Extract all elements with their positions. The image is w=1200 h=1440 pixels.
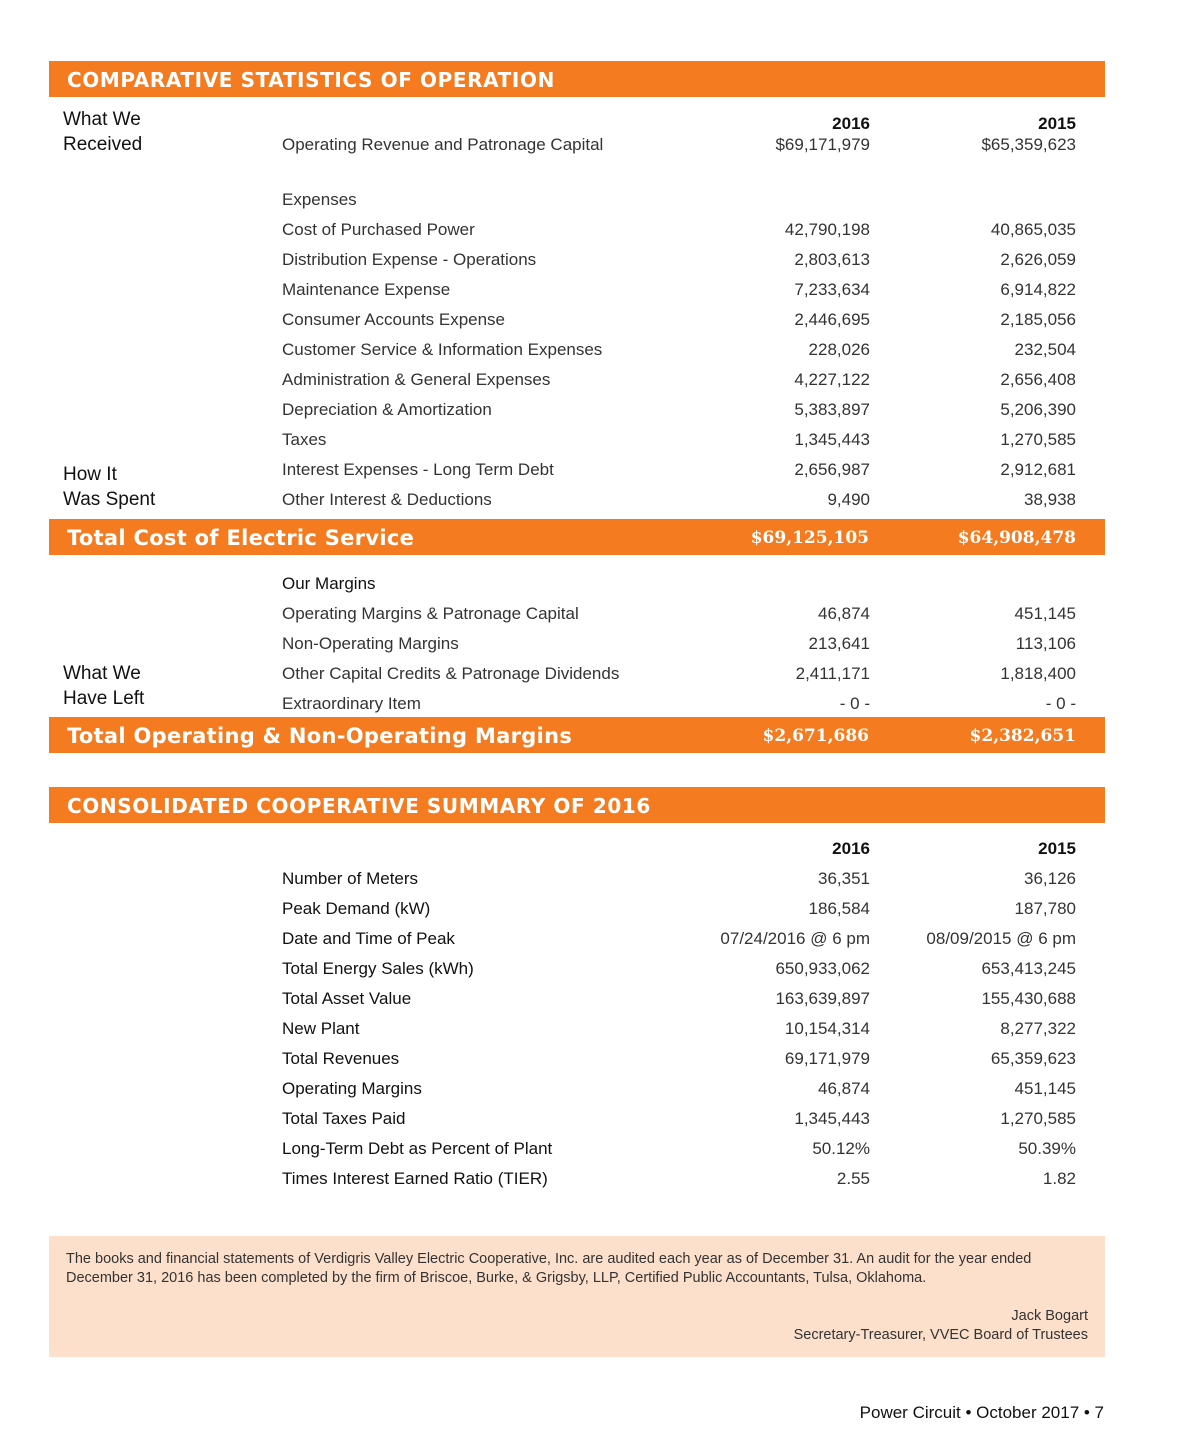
margin-row	[0, 632, 1200, 656]
signer-name: Jack Bogart	[1011, 1308, 1088, 1324]
signer-title: Secretary-Treasurer, VVEC Board of Trustees	[793, 1327, 1088, 1343]
side-label-line: Received	[63, 134, 143, 155]
value-2016: 2,446,695	[794, 310, 870, 329]
expense-row	[0, 338, 1200, 362]
summary-section-header	[49, 787, 1105, 823]
value-2016: 2,411,171	[795, 664, 870, 683]
total-margins-label: Total Operating & Non-Operating Margins	[67, 724, 573, 748]
year-2016-heading: 2016	[832, 839, 870, 858]
total-cost-label: Total Cost of Electric Service	[67, 526, 415, 550]
value-2015: 40,865,035	[990, 220, 1076, 239]
value-2015: 1,270,585	[1000, 430, 1076, 449]
side-label-line: Have Left	[63, 688, 145, 709]
expense-row	[0, 308, 1200, 332]
summary-row	[0, 1017, 1200, 1041]
row-label: Total Asset Value	[282, 989, 412, 1008]
value-2016: 10,154,314	[784, 1019, 870, 1038]
summary-row	[0, 1107, 1200, 1131]
expense-row	[0, 458, 1200, 482]
value-2015: 1,270,585	[1000, 1109, 1076, 1128]
expenses-heading: Expenses	[282, 190, 357, 209]
row-label: Total Taxes Paid	[282, 1109, 406, 1128]
value-2016: 2,656,987	[794, 460, 870, 479]
row-label: Maintenance Expense	[282, 280, 451, 299]
value-2015: 187,780	[1014, 899, 1076, 918]
value-2015: 8,277,322	[1000, 1019, 1076, 1038]
row-label: Interest Expenses - Long Term Debt	[282, 460, 554, 479]
summary-row	[0, 867, 1200, 891]
row-label: Taxes	[282, 430, 327, 449]
value-2015: 36,126	[1024, 869, 1076, 888]
value-2016: 46,874	[818, 1079, 870, 1098]
total-cost-2015: $64,908,478	[957, 528, 1076, 548]
year-2015-heading: 2015	[1038, 114, 1076, 133]
value-2015: 2,626,059	[1000, 250, 1076, 269]
row-label: Cost of Purchased Power	[282, 220, 475, 239]
summary-row	[0, 957, 1200, 981]
row-label: Operating Margins & Patronage Capital	[282, 604, 579, 623]
value-2015: 38,938	[1024, 490, 1076, 509]
value-2016: 2.55	[836, 1169, 870, 1188]
summary-row	[0, 1047, 1200, 1071]
value-2015: 65,359,623	[990, 1049, 1076, 1068]
row-label: Times Interest Earned Ratio (TIER)	[282, 1169, 548, 1188]
value-2015: 2,912,681	[1000, 460, 1076, 479]
expense-row	[0, 278, 1200, 302]
value-2015: 155,430,688	[981, 989, 1076, 1008]
value-2016: 186,584	[808, 899, 870, 918]
audit-note-text: The books and financial statements of Verdigris Valley Electric Cooperative, Inc. are audited each year as of December 31. An audit for the year ended December 31, 2016 has been completed by the firm of Briscoe, Burke, & Grigsby, LLP, Certified Public Accountants, Tulsa, Oklahoma.	[66, 1251, 1032, 1286]
side-label-line: How It	[63, 464, 117, 485]
row-label: Other Capital Credits & Patronage Dividends	[282, 664, 620, 683]
summary-row	[0, 1077, 1200, 1101]
summary-row	[0, 987, 1200, 1011]
row-label: Extraordinary Item	[282, 694, 421, 713]
summary-row	[0, 1167, 1200, 1191]
summary-row	[0, 1137, 1200, 1161]
row-label: Customer Service & Information Expenses	[282, 340, 603, 359]
row-label: Depreciation & Amortization	[282, 400, 492, 419]
row-label: Operating Revenue and Patronage Capital	[282, 135, 604, 154]
total-margins-band	[49, 717, 1105, 753]
value-2016: 07/24/2016 @ 6 pm	[720, 929, 870, 948]
year-2015-heading: 2015	[1038, 839, 1076, 858]
value-2016: 42,790,198	[784, 220, 870, 239]
value-2015: 451,145	[1014, 1079, 1076, 1098]
value-2015: 6,914,822	[1000, 280, 1076, 299]
value-2016: 1,345,443	[794, 430, 870, 449]
row-label: Other Interest & Deductions	[282, 490, 492, 509]
expense-row	[0, 398, 1200, 422]
value-2015: 2,656,408	[1000, 370, 1076, 389]
row-label: Administration & General Expenses	[282, 370, 551, 389]
total-margins-2016: $2,671,686	[762, 726, 869, 746]
value-2015: 113,106	[1015, 634, 1076, 653]
total-cost-2016: $69,125,105	[750, 528, 869, 548]
value-2015: 08/09/2015 @ 6 pm	[926, 929, 1076, 948]
summary-section-title: CONSOLIDATED COOPERATIVE SUMMARY OF 2016	[67, 794, 651, 818]
value-2016: 213,641	[808, 634, 870, 653]
row-label: Non-Operating Margins	[282, 634, 459, 653]
margin-row	[0, 602, 1200, 626]
stats-section-header	[49, 61, 1105, 97]
summary-year-header	[0, 837, 1200, 861]
row-label: New Plant	[282, 1019, 360, 1038]
value-2016: 650,933,062	[775, 959, 870, 978]
audit-note	[49, 1236, 1105, 1357]
value-2016: 50.12%	[812, 1139, 870, 1158]
revenue-row	[0, 133, 1200, 157]
expense-row	[0, 368, 1200, 392]
row-label: Long-Term Debt as Percent of Plant	[282, 1139, 553, 1158]
margin-row	[0, 692, 1200, 716]
expense-row	[0, 428, 1200, 452]
value-2015: - 0 -	[1045, 694, 1076, 713]
value-2015: 1,818,400	[1000, 664, 1076, 683]
value-2016: - 0 -	[839, 694, 870, 713]
stats-section-title: COMPARATIVE STATISTICS OF OPERATION	[67, 68, 555, 92]
expense-row	[0, 248, 1200, 272]
value-2016: 69,171,979	[784, 1049, 870, 1068]
value-2016: $69,171,979	[775, 135, 870, 154]
expense-row	[0, 488, 1200, 512]
value-2016: 46,874	[818, 604, 870, 623]
total-margins-2015: $2,382,651	[969, 726, 1076, 746]
row-label: Operating Margins	[282, 1079, 422, 1098]
value-2016: 9,490	[827, 490, 870, 509]
row-label: Total Revenues	[282, 1049, 400, 1068]
value-2016: 163,639,897	[775, 989, 870, 1008]
value-2015: 1.82	[1042, 1169, 1076, 1188]
side-label-line: Was Spent	[63, 489, 156, 510]
value-2016: 5,383,897	[794, 400, 870, 419]
margins-heading: Our Margins	[282, 574, 376, 593]
total-cost-band	[49, 519, 1105, 555]
value-2015: 232,504	[1014, 340, 1076, 359]
expenses-heading-row	[0, 188, 1200, 212]
value-2016: 4,227,122	[794, 370, 870, 389]
margin-row	[0, 662, 1200, 686]
value-2016: 2,803,613	[794, 250, 870, 269]
value-2015: $65,359,623	[981, 135, 1076, 154]
row-label: Date and Time of Peak	[282, 929, 455, 948]
summary-row	[0, 927, 1200, 951]
summary-row	[0, 897, 1200, 921]
value-2015: 50.39%	[1018, 1139, 1076, 1158]
row-label: Distribution Expense - Operations	[282, 250, 537, 269]
value-2015: 451,145	[1014, 604, 1076, 623]
row-label: Number of Meters	[282, 869, 419, 888]
value-2015: 5,206,390	[1000, 400, 1076, 419]
value-2016: 36,351	[818, 869, 870, 888]
row-label: Peak Demand (kW)	[282, 899, 431, 918]
row-label: Consumer Accounts Expense	[282, 310, 506, 329]
value-2015: 2,185,056	[1000, 310, 1076, 329]
year-2016-heading: 2016	[832, 114, 870, 133]
side-label-line: What We	[63, 663, 141, 684]
row-label: Total Energy Sales (kWh)	[282, 959, 474, 978]
expense-row	[0, 218, 1200, 242]
value-2016: 7,233,634	[794, 280, 870, 299]
value-2015: 653,413,245	[981, 959, 1076, 978]
value-2016: 1,345,443	[794, 1109, 870, 1128]
value-2016: 228,026	[808, 340, 870, 359]
margins-heading-row	[0, 572, 1200, 596]
page-footer: Power Circuit • October 2017 • 7	[859, 1403, 1104, 1422]
side-label-line: What We	[63, 109, 141, 130]
